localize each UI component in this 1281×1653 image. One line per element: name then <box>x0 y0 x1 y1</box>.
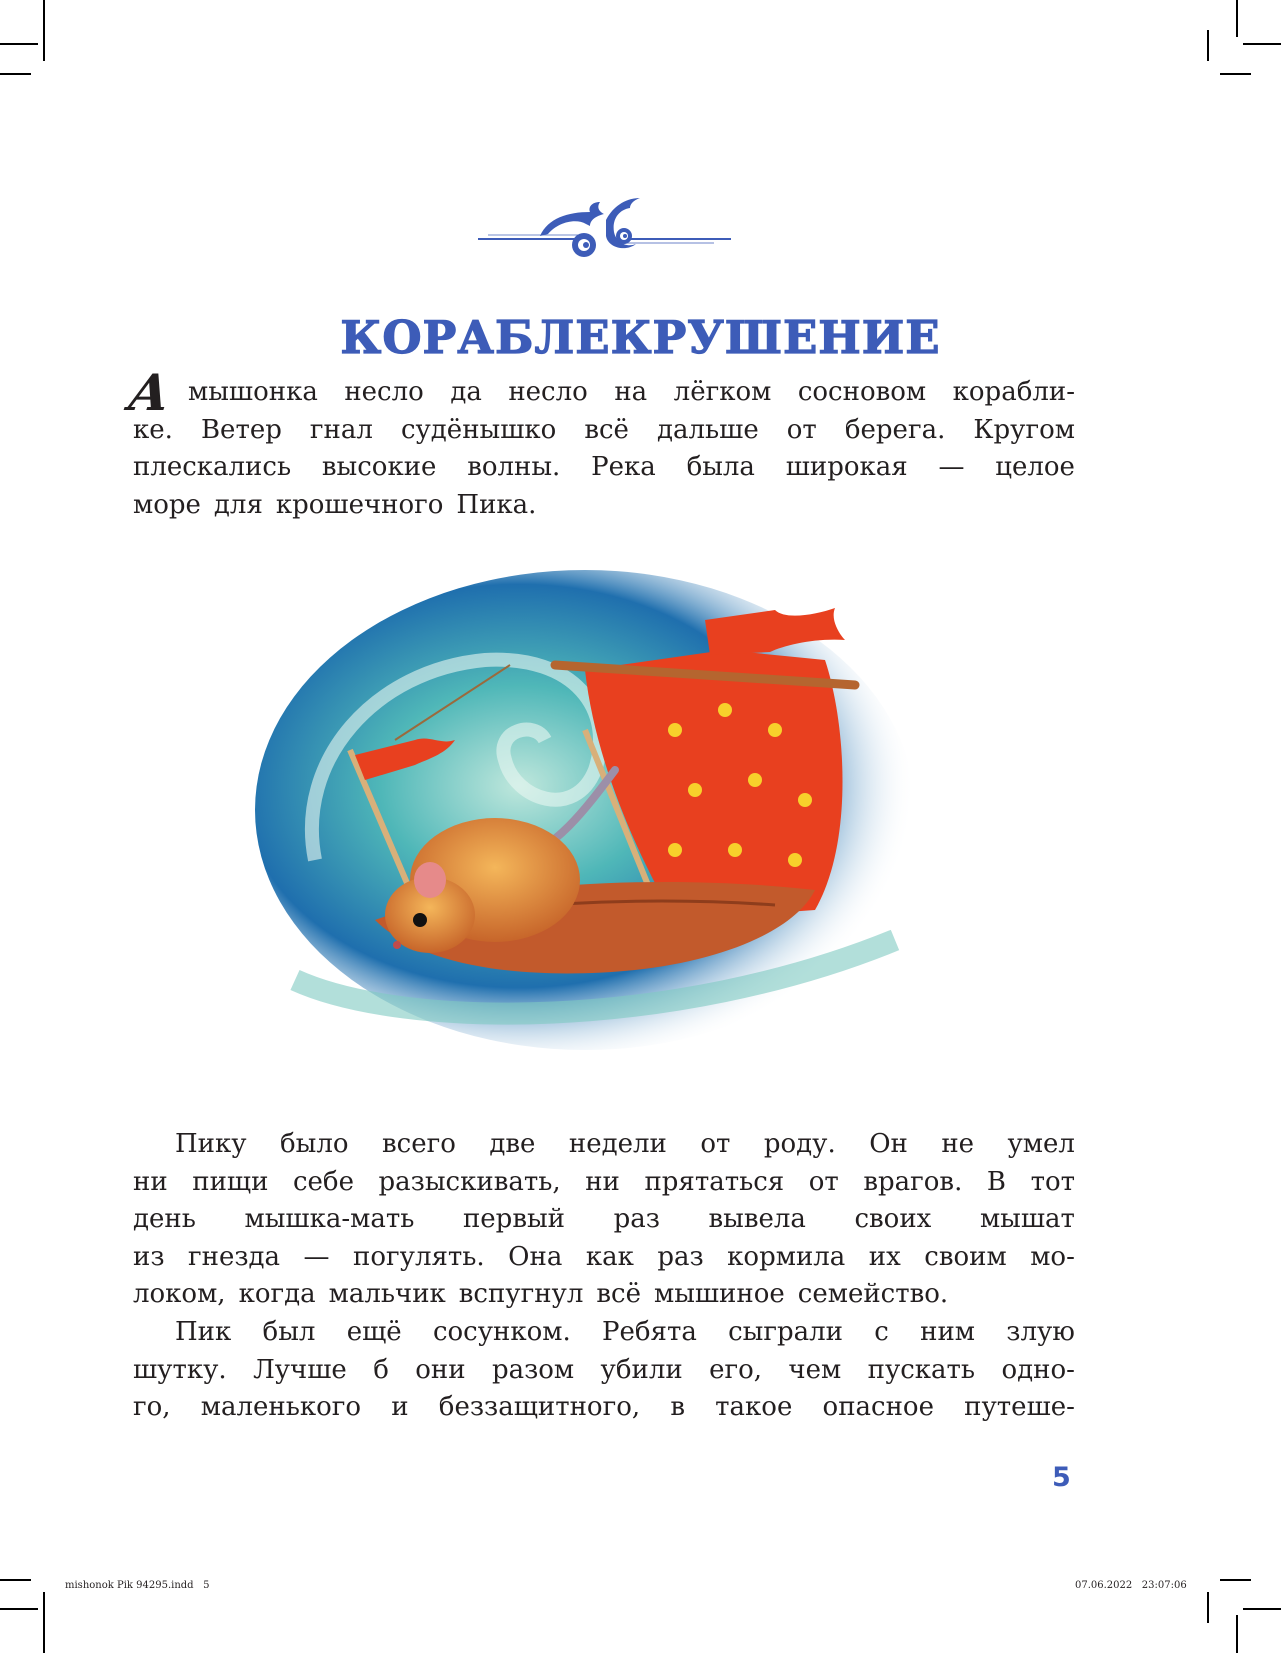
text-line <box>133 1352 1075 1390</box>
text-line <box>133 1314 1075 1352</box>
word: ещё <box>346 1317 402 1347</box>
crop-mark <box>1243 1608 1281 1610</box>
crop-mark <box>1220 1579 1251 1581</box>
word: из <box>133 1241 165 1272</box>
chapter-title: КОРАБЛЕКРУШЕНИЕ <box>340 311 941 365</box>
word: было <box>280 1129 349 1159</box>
word: Ветер <box>200 414 282 445</box>
word: несло <box>344 377 424 407</box>
text-line <box>133 1201 1075 1239</box>
crop-mark <box>0 1608 38 1610</box>
paragraph-3 <box>133 1314 1075 1427</box>
paragraph-1 <box>124 363 1075 524</box>
crop-mark <box>0 1579 31 1581</box>
word: разом <box>491 1354 575 1385</box>
word: — <box>303 1241 330 1272</box>
word: широкая <box>785 452 908 483</box>
word: день <box>133 1204 196 1235</box>
word: да <box>450 377 482 407</box>
drop-cap: А <box>124 363 174 422</box>
ornament-flourish-icon <box>478 190 731 260</box>
text-line <box>133 1389 1075 1427</box>
word: семейство. <box>797 1279 949 1310</box>
word: дальше <box>656 414 759 445</box>
word: всего <box>382 1129 456 1159</box>
word: как <box>585 1241 634 1272</box>
text-line <box>133 1276 1075 1314</box>
crop-mark <box>0 43 38 45</box>
word: Пика. <box>456 489 537 520</box>
word: раз <box>613 1204 660 1235</box>
word: плескались <box>133 452 292 483</box>
word: мальчик <box>328 1279 446 1310</box>
word: погулять. <box>353 1241 485 1272</box>
word: Ребята <box>602 1317 697 1347</box>
word: такое <box>715 1392 793 1423</box>
word: их <box>868 1241 901 1272</box>
word: волны. <box>467 452 561 483</box>
word: был <box>262 1317 316 1347</box>
word: гнезда <box>188 1241 281 1272</box>
word: мышка-мать <box>244 1204 415 1235</box>
word: для <box>213 489 263 520</box>
word: сосунком. <box>432 1317 571 1347</box>
word: с <box>874 1317 889 1347</box>
word: мышиное <box>653 1279 785 1310</box>
slug-filename: mishonok Pik 94295.indd 5 <box>65 1580 210 1591</box>
crop-mark <box>1243 43 1281 45</box>
word: умел <box>1007 1129 1075 1159</box>
word: опасное <box>822 1392 934 1423</box>
word: море <box>133 489 201 520</box>
crop-mark <box>1236 1615 1238 1653</box>
word: маленького <box>200 1392 362 1423</box>
word: берега. <box>844 414 946 445</box>
word: локом, <box>133 1279 226 1310</box>
word: от <box>700 1129 731 1159</box>
word: убили <box>600 1354 683 1385</box>
word: ним <box>920 1317 976 1347</box>
word: в <box>670 1392 685 1423</box>
word: судёнышко <box>400 414 557 445</box>
word: сосновом <box>797 377 927 407</box>
word: Пику <box>175 1129 247 1159</box>
word: шутку. <box>133 1354 227 1385</box>
text-line <box>133 449 1075 487</box>
word: и <box>391 1392 409 1423</box>
word: когда <box>238 1279 316 1310</box>
word: вывела <box>708 1204 806 1235</box>
word: его, <box>709 1354 763 1385</box>
word: разыскивать, <box>378 1166 561 1197</box>
word: чем <box>788 1354 842 1385</box>
word: ни <box>133 1166 168 1197</box>
word: В <box>986 1166 1007 1197</box>
word: мо- <box>1030 1241 1075 1272</box>
paragraph-2 <box>133 1126 1075 1314</box>
word: гнал <box>309 414 373 445</box>
word: Река <box>591 452 656 483</box>
word: целое <box>995 452 1075 483</box>
word: всё <box>584 414 629 445</box>
word: своих <box>854 1204 932 1235</box>
word: Он <box>869 1129 908 1159</box>
word: прятаться <box>644 1166 785 1197</box>
text-line <box>133 412 1075 450</box>
crop-mark <box>43 1592 45 1653</box>
word: беззащитного, <box>438 1392 641 1423</box>
word: сыграли <box>728 1317 843 1347</box>
word: путеше- <box>964 1392 1075 1423</box>
text-line <box>133 1126 1075 1164</box>
text-line <box>133 1239 1075 1277</box>
crop-mark <box>43 0 45 61</box>
word: они <box>415 1354 466 1385</box>
word: одно- <box>1001 1354 1075 1385</box>
word: две <box>489 1129 536 1159</box>
text-line <box>124 363 1075 422</box>
text-line <box>133 1164 1075 1202</box>
word: б <box>373 1354 389 1385</box>
word: Пик <box>175 1317 232 1347</box>
crop-mark <box>0 73 31 75</box>
slug-datetime: 07.06.2022 23:07:06 <box>1075 1580 1187 1591</box>
word: пищи <box>192 1166 269 1197</box>
word: недели <box>568 1129 667 1159</box>
word: го, <box>133 1392 171 1423</box>
word: ни <box>585 1166 620 1197</box>
word: не <box>941 1129 975 1159</box>
word: себе <box>292 1166 354 1197</box>
word: — <box>938 452 965 483</box>
word: мышонка <box>188 377 318 407</box>
word: от <box>786 414 817 445</box>
word: высокие <box>321 452 437 483</box>
word: пускать <box>867 1354 976 1385</box>
word: Она <box>508 1241 563 1272</box>
word: лёгком <box>673 377 772 407</box>
word: кормила <box>727 1241 846 1272</box>
word: раз <box>657 1241 704 1272</box>
text-line <box>133 487 1075 525</box>
word: была <box>686 452 755 483</box>
word: тот <box>1030 1166 1075 1197</box>
word: роду. <box>763 1129 836 1159</box>
crop-mark <box>1220 73 1251 75</box>
word: на <box>614 377 648 407</box>
word: корабли- <box>952 377 1075 407</box>
word: злую <box>1006 1317 1075 1347</box>
word: первый <box>462 1204 565 1235</box>
word: своим <box>924 1241 1007 1272</box>
word: крошечного <box>275 489 444 520</box>
word: ке. <box>133 414 173 445</box>
word: всё <box>596 1279 641 1310</box>
word: несло <box>508 377 588 407</box>
crop-mark <box>1207 30 1209 61</box>
word: мышат <box>979 1204 1075 1235</box>
word: вспугнул <box>458 1279 584 1310</box>
word: Лучше <box>253 1354 347 1385</box>
crop-mark <box>1207 1592 1209 1623</box>
crop-mark <box>1236 0 1238 37</box>
word: Кругом <box>973 414 1075 445</box>
page-number: 5 <box>1052 1462 1071 1493</box>
word: от <box>808 1166 839 1197</box>
word: врагов. <box>863 1166 963 1197</box>
illustration-mouse-on-boat <box>255 560 975 1060</box>
